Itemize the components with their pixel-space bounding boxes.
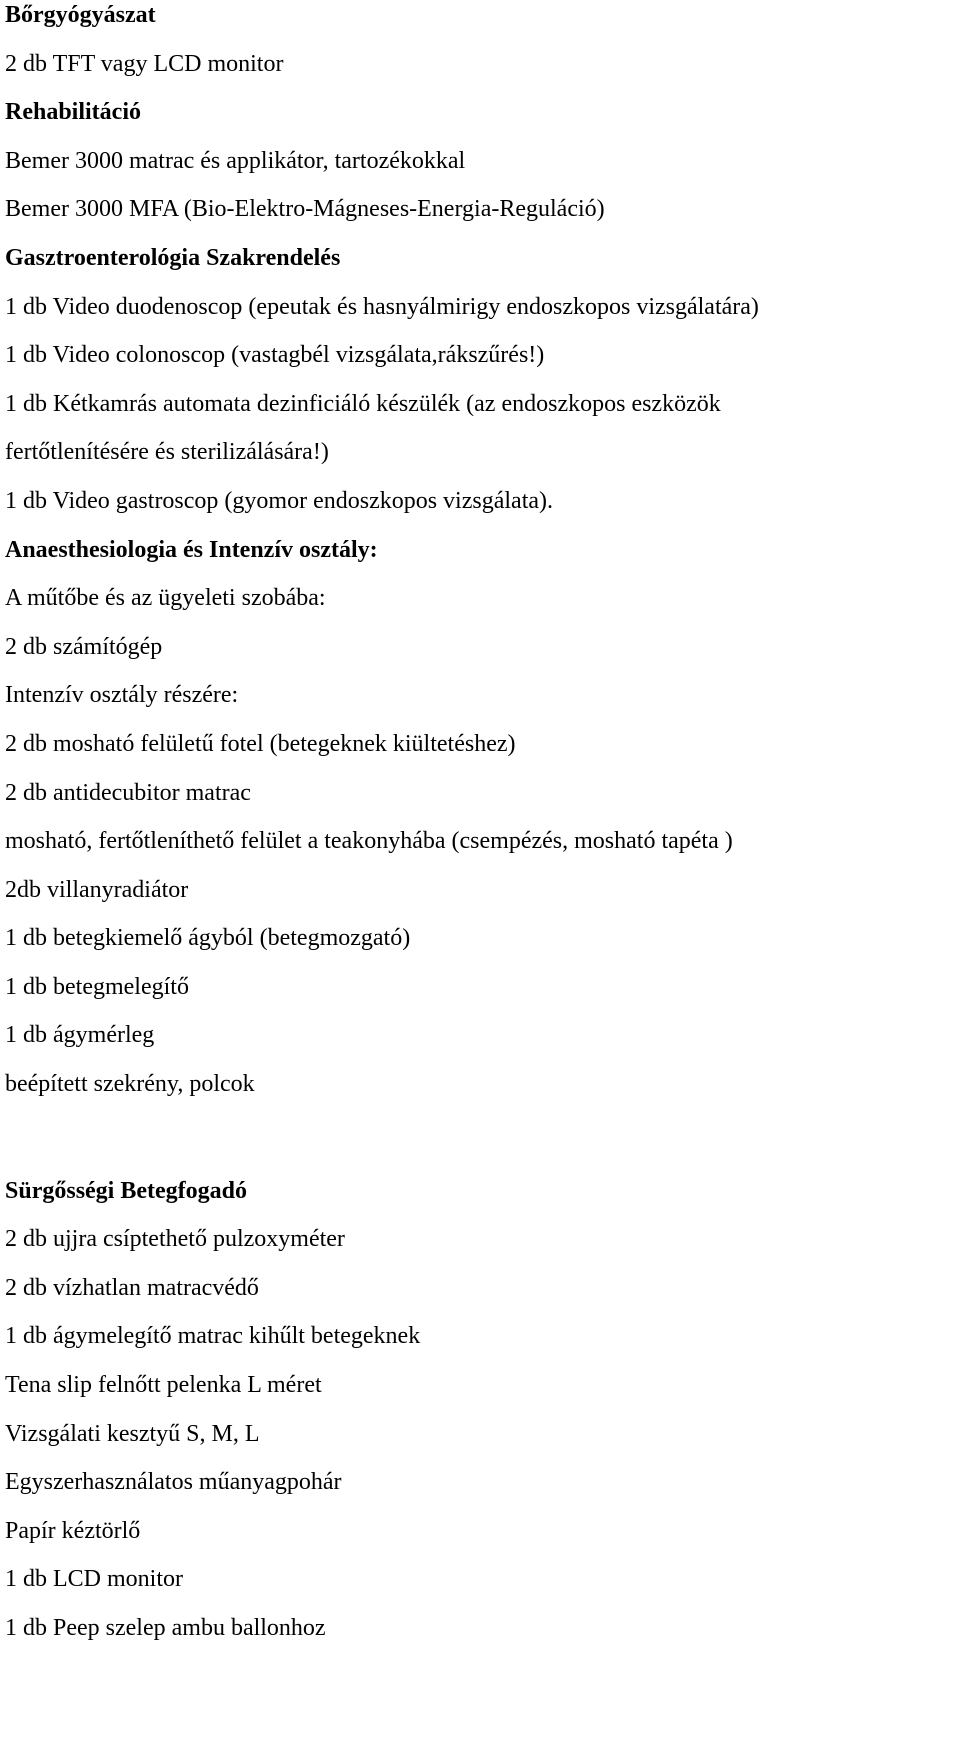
list-item bbox=[5, 923, 955, 972]
item-text: mosható, fertőtleníthető felület a teakonyhába (csempézés, mosható tapéta ) bbox=[5, 828, 733, 855]
subheading bbox=[5, 680, 955, 729]
item-text: Papír kéztörlő bbox=[5, 1517, 141, 1544]
heading-text: Gasztroenterológia Szakrendelés bbox=[5, 244, 341, 271]
list-item bbox=[5, 1516, 955, 1565]
section-heading-rehabilitacio bbox=[5, 97, 955, 146]
item-text: 1 db Video colonoscop (vastagbél vizsgálata,rákszűrés!) bbox=[5, 342, 545, 369]
list-item bbox=[5, 194, 955, 243]
list-item bbox=[5, 826, 955, 875]
section-spacer bbox=[5, 1118, 955, 1176]
item-text: 2db villanyradiátor bbox=[5, 876, 189, 903]
list-item bbox=[5, 1370, 955, 1419]
heading-text: Bőrgyógyászat bbox=[5, 2, 156, 28]
item-text: Intenzív osztály részére: bbox=[5, 682, 239, 709]
item-text: 1 db Video gastroscop (gyomor endoszkopos vizsgálata). bbox=[5, 487, 554, 514]
list-item bbox=[5, 1069, 955, 1118]
heading-text: Sürgősségi Betegfogadó bbox=[5, 1177, 247, 1204]
subheading bbox=[5, 583, 955, 632]
list-item bbox=[5, 1020, 955, 1069]
list-item bbox=[5, 972, 955, 1021]
item-text: A műtőbe és az ügyeleti szobába: bbox=[5, 585, 326, 612]
item-text: 1 db LCD monitor bbox=[5, 1566, 183, 1593]
item-text: 1 db Kétkamrás automata dezinficiáló készülék (az endoszkopos eszközök bbox=[5, 390, 721, 417]
item-text: 2 db antidecubitor matrac bbox=[5, 779, 251, 806]
list-item-continuation bbox=[5, 437, 955, 486]
item-text: 2 db mosható felületű fotel (betegeknek kiültetéshez) bbox=[5, 730, 516, 757]
item-text: 2 db TFT vagy LCD monitor bbox=[5, 50, 284, 77]
document-body bbox=[5, 0, 955, 1662]
section-heading-gasztroenterologia bbox=[5, 243, 955, 292]
item-text: Tena slip felnőtt pelenka L méret bbox=[5, 1372, 322, 1399]
heading-text: Rehabilitáció bbox=[5, 99, 141, 126]
item-text: 2 db vízhatlan matracvédő bbox=[5, 1274, 259, 1301]
list-item bbox=[5, 1613, 955, 1662]
item-text: Vizsgálati kesztyű S, M, L bbox=[5, 1420, 260, 1447]
list-item bbox=[5, 632, 955, 681]
list-item bbox=[5, 1467, 955, 1516]
section-heading-anaesthesiologia bbox=[5, 535, 955, 584]
item-text: 1 db ágymérleg bbox=[5, 1022, 155, 1049]
item-text: fertőtlenítésére és sterilizálására!) bbox=[5, 439, 329, 466]
list-item bbox=[5, 146, 955, 195]
item-text: Bemer 3000 MFA (Bio-Elektro-Mágneses-Energia-Reguláció) bbox=[5, 196, 605, 223]
list-item bbox=[5, 1224, 955, 1273]
item-text: 1 db Peep szelep ambu ballonhoz bbox=[5, 1615, 326, 1641]
item-text: Egyszerhasználatos műanyagpohár bbox=[5, 1469, 342, 1496]
list-item bbox=[5, 778, 955, 827]
section-heading-borgyogyaszat bbox=[5, 0, 955, 49]
item-text: 2 db ujjra csíptethető pulzoxyméter bbox=[5, 1226, 345, 1253]
item-text: 1 db betegmelegítő bbox=[5, 973, 189, 1000]
item-text: Bemer 3000 matrac és applikátor, tartozékokkal bbox=[5, 147, 466, 174]
list-item bbox=[5, 1419, 955, 1468]
item-text: 1 db betegkiemelő ágyból (betegmozgató) bbox=[5, 925, 411, 952]
list-item bbox=[5, 875, 955, 924]
heading-text: Anaesthesiologia és Intenzív osztály: bbox=[5, 536, 378, 563]
list-item bbox=[5, 49, 955, 98]
list-item bbox=[5, 1564, 955, 1613]
list-item bbox=[5, 292, 955, 341]
list-item bbox=[5, 389, 955, 438]
item-text: beépített szekrény, polcok bbox=[5, 1071, 255, 1098]
list-item bbox=[5, 1321, 955, 1370]
item-text: 2 db számítógép bbox=[5, 633, 163, 660]
item-text: 1 db Video duodenoscop (epeutak és hasnyálmirigy endoszkopos vizsgálatára) bbox=[5, 293, 759, 320]
item-text: 1 db ágymelegítő matrac kihűlt betegeknek bbox=[5, 1323, 421, 1350]
list-item bbox=[5, 729, 955, 778]
list-item bbox=[5, 1273, 955, 1322]
list-item bbox=[5, 486, 955, 535]
section-heading-surgossegi bbox=[5, 1176, 955, 1225]
list-item bbox=[5, 340, 955, 389]
